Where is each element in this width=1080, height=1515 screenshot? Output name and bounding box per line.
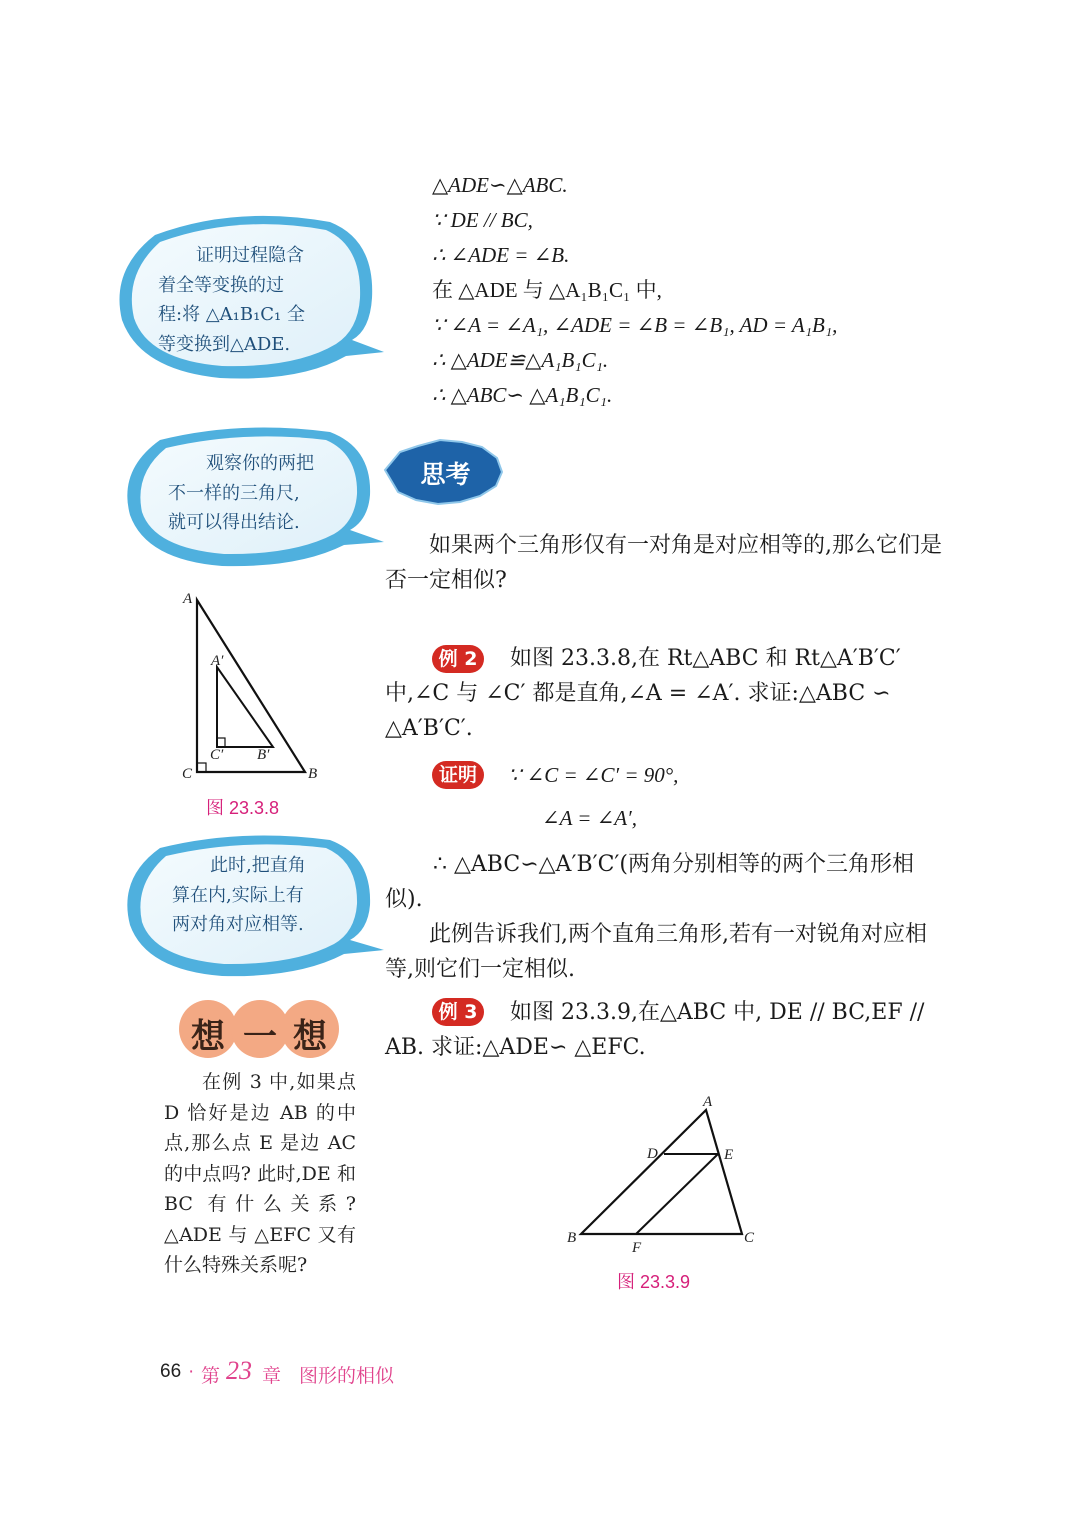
bubble-3-text [172, 851, 306, 940]
footer-chapter-pre: 第 [201, 1366, 221, 1387]
example-3-tag: 例 3 [432, 998, 484, 1026]
bubble-3-line-2: 算在内,实际上有 [172, 884, 304, 906]
bubble-2-line-3: 就可以得出结论. [168, 512, 300, 533]
fig2-label-d: D [647, 1146, 658, 1162]
fig1-label-a: A [183, 591, 193, 607]
proof-line-2: ∵ DE // BC, [432, 208, 533, 232]
example-3-text: 如图 23.3.9,在△ABC 中, DE // BC,EF // AB. 求证:△ADE∽ △EFC. [385, 1000, 925, 1060]
fig2-label-b: B [567, 1230, 577, 1246]
bubble-2-line-1: 观察你的两把 [206, 453, 314, 474]
fig2-label-e: E [724, 1147, 734, 1163]
fig1-label-c1: C′ [210, 747, 224, 763]
proof-line-5: ∵ ∠A = ∠A₁, ∠ADE = ∠B = ∠B₁, AD = A₁B₁, [432, 313, 838, 337]
right-angle-c1 [217, 738, 225, 747]
fig2-label-c: C [744, 1230, 755, 1246]
bubble-1-line-3: 程:将 △A₁B₁C₁ 全 [158, 304, 305, 325]
example-2-text: 如图 23.3.8,在 Rt△ABC 和 Rt△A′B′C′中,∠C 与 ∠C′ 都是直角,∠A = ∠A′. 求证:△ABC ∽ △A′B′C′. [385, 646, 901, 741]
footer-chapter-post: 章 [262, 1366, 282, 1387]
proof-2-line-2: ∠A = ∠A′, [542, 806, 637, 830]
footer-chapter-number: 23 [226, 1356, 252, 1385]
proof-2-line-4: 此例告诉我们,两个直角三角形,若有一对锐角对应相等,则它们一定相似. [385, 922, 927, 982]
bubble-2-line-2: 不一样的三角尺, [168, 482, 300, 504]
think-more-char-3: 想 [293, 1017, 327, 1057]
fig1-label-c: C [182, 766, 193, 782]
proof-line-4: 在 △ADE 与 △A₁B₁C₁ 中, [432, 278, 662, 302]
think-question: 如果两个三角形仅有一对角是对应相等的,那么它们是否一定相似? [385, 533, 942, 593]
fig1-label-a1: A′ [211, 653, 224, 669]
bubble-1-line-2: 着全等变换的过 [158, 274, 284, 296]
proof-line-6: ∴ △ADE≌△A₁B₁C₁. [432, 348, 609, 372]
example-2-tag: 例 2 [432, 645, 484, 673]
figure-23-3-9-caption: 图 23.3.9 [617, 1272, 691, 1292]
think-more-text: 在例 3 中,如果点 D 恰好是边 AB 的中点,那么点 E 是边 AC 的中点吗? 此时,DE 和 BC 有什么关系? △ADE 与 △EFC 又有什么特殊关系呢? [164, 1071, 356, 1276]
figure-23-3-8 [175, 585, 325, 785]
bubble-1-line-1: 证明过程隐含 [196, 245, 304, 266]
think-badge: 思考 [420, 460, 471, 489]
think-more-char-2: 一 [243, 1017, 277, 1057]
fig1-label-b1: B′ [257, 747, 270, 763]
fig1-label-b: B [308, 766, 318, 782]
figure-23-3-9 [560, 1092, 770, 1257]
bubble-1-text [158, 241, 305, 359]
proof-2-line-1: ∵ ∠C = ∠C′ = 90°, [508, 763, 679, 787]
proof-2-tag: 证明 [432, 761, 484, 789]
bubble-3-line-1: 此时,把直角 [210, 855, 306, 876]
bubble-1-line-4: 等变换到△ADE. [158, 333, 291, 355]
triangle-abc-2 [581, 1110, 742, 1234]
bubble-3-line-3: 两对角对应相等. [172, 914, 304, 935]
right-angle-c [197, 763, 206, 772]
proof-line-1: △ADE∽△ABC. [432, 173, 568, 197]
think-more-char-1: 想 [191, 1017, 225, 1057]
page-number: 66 [160, 1361, 182, 1382]
figure-23-3-8-caption: 图 23.3.8 [206, 798, 280, 818]
proof-2-line-3: ∴ △ABC∽△A′B′C′(两角分别相等的两个三角形相似). [385, 852, 915, 912]
proof-line-7: ∴ △ABC∽ △A₁B₁C₁. [432, 383, 613, 407]
bubble-2-text [168, 449, 314, 538]
footer-chapter-title: 图形的相似 [299, 1365, 395, 1387]
footer-dot: · [188, 1361, 195, 1382]
fig2-label-f: F [632, 1240, 642, 1256]
proof-line-3: ∴ ∠ADE = ∠B. [432, 243, 570, 267]
fig2-label-a: A [703, 1094, 713, 1110]
